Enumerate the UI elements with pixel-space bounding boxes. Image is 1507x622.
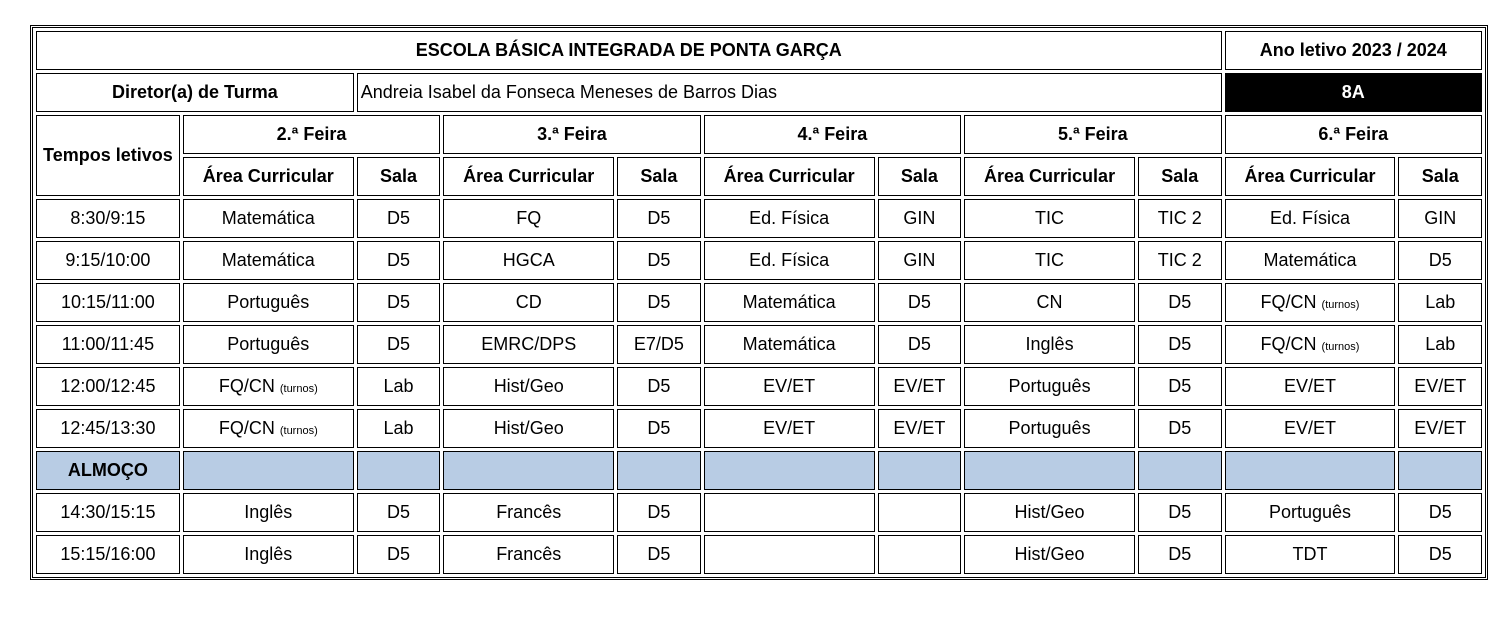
subject-cell: [704, 409, 875, 448]
subject-name: Hist/Geo: [1014, 544, 1085, 564]
room-cell: D5: [617, 241, 700, 280]
subject-cell: [443, 493, 614, 532]
lunch-cell: [1138, 451, 1221, 490]
subject-cell: [183, 199, 354, 238]
room-cell: D5: [617, 367, 700, 406]
room-cell: TIC 2: [1138, 241, 1221, 280]
room-cell: [878, 493, 961, 532]
room-header: Sala: [1138, 157, 1221, 196]
area-header: Área Curricular: [443, 157, 614, 196]
room-cell: EV/ET: [878, 367, 961, 406]
day-header: 2.ª Feira: [183, 115, 440, 154]
room-cell: D5: [1138, 367, 1221, 406]
lunch-cell: [1225, 451, 1396, 490]
director-name: Andreia Isabel da Fonseca Meneses de Barros Dias: [357, 73, 1222, 112]
room-cell: D5: [617, 535, 700, 574]
area-header: Área Curricular: [704, 157, 875, 196]
subject-name: EV/ET: [763, 418, 816, 438]
subject-cell: [1225, 283, 1396, 322]
subject-cell: [1225, 367, 1396, 406]
subject-name: TDT: [1292, 544, 1328, 564]
table-row: [36, 199, 1482, 238]
subject-name: EV/ET: [1283, 418, 1336, 438]
day-header: 4.ª Feira: [704, 115, 961, 154]
table-row: [36, 241, 1482, 280]
subject-cell: [183, 367, 354, 406]
subject-cell: [183, 241, 354, 280]
subject-name: TIC: [1035, 208, 1065, 228]
subject-cell: [443, 367, 614, 406]
table-row: [36, 535, 1482, 574]
turnos-note: (turnos): [279, 383, 318, 395]
day-header: 6.ª Feira: [1225, 115, 1483, 154]
time-slot: 12:00/12:45: [36, 367, 180, 406]
subject-name: Matemática: [1263, 250, 1357, 270]
time-slot: 14:30/15:15: [36, 493, 180, 532]
subject-name: EMRC/DPS: [481, 334, 577, 354]
subject-cell: [964, 409, 1135, 448]
subject-name: FQ/CN: [1260, 292, 1317, 312]
subject-name: Matemática: [742, 292, 836, 312]
time-slot: 11:00/11:45: [36, 325, 180, 364]
lunch-cell: [357, 451, 440, 490]
subject-cell: [964, 367, 1135, 406]
subject-name: EV/ET: [1283, 376, 1336, 396]
subject-cell: [704, 535, 875, 574]
timetable: [30, 25, 1488, 580]
subject-cell: [704, 199, 875, 238]
room-cell: D5: [617, 409, 700, 448]
subject-name: Português: [1008, 376, 1091, 396]
room-cell: D5: [617, 199, 700, 238]
subject-name: Inglês: [244, 502, 293, 522]
subject-cell: [1225, 535, 1396, 574]
room-cell: Lab: [357, 409, 440, 448]
subject-cell: [964, 241, 1135, 280]
subject-name: Hist/Geo: [1014, 502, 1085, 522]
school-title: ESCOLA BÁSICA INTEGRADA DE PONTA GARÇA: [36, 31, 1222, 70]
subject-name: Português: [1268, 502, 1351, 522]
subject-cell: [704, 325, 875, 364]
lunch-cell: [183, 451, 354, 490]
room-cell: D5: [1138, 325, 1221, 364]
subject-name: CD: [515, 292, 542, 312]
subject-name: FQ/CN: [1260, 334, 1317, 354]
subject-name: Matemática: [221, 208, 315, 228]
room-cell: D5: [357, 535, 440, 574]
time-slot: 9:15/10:00: [36, 241, 180, 280]
area-header: Área Curricular: [1225, 157, 1396, 196]
subject-name: FQ/CN: [218, 418, 275, 438]
room-cell: TIC 2: [1138, 199, 1221, 238]
lunch-cell: [617, 451, 700, 490]
subject-cell: [183, 325, 354, 364]
subject-name: EV/ET: [763, 376, 816, 396]
subject-cell: [704, 283, 875, 322]
area-header: Área Curricular: [183, 157, 354, 196]
room-header: Sala: [878, 157, 961, 196]
time-slot: 12:45/13:30: [36, 409, 180, 448]
subject-name: TIC: [1035, 250, 1065, 270]
room-cell: [878, 535, 961, 574]
subject-cell: [443, 409, 614, 448]
times-header: Tempos letivos: [36, 115, 180, 196]
room-cell: D5: [357, 325, 440, 364]
subject-name: FQ: [516, 208, 542, 228]
subject-name: FQ/CN: [218, 376, 275, 396]
room-cell: EV/ET: [878, 409, 961, 448]
room-header: Sala: [617, 157, 700, 196]
subject-name: Ed. Física: [1269, 208, 1350, 228]
subject-name: Português: [1008, 418, 1091, 438]
subject-cell: [443, 325, 614, 364]
room-cell: D5: [1398, 535, 1482, 574]
subject-cell: [183, 535, 354, 574]
room-cell: D5: [357, 241, 440, 280]
subject-cell: [443, 283, 614, 322]
room-header: Sala: [357, 157, 440, 196]
subject-cell: [1225, 199, 1396, 238]
class-code: 8A: [1225, 73, 1483, 112]
subject-cell: [964, 325, 1135, 364]
subject-name: Ed. Física: [749, 208, 830, 228]
subject-cell: [443, 535, 614, 574]
subject-name: Francês: [496, 544, 562, 564]
subject-cell: [964, 493, 1135, 532]
day-header: 5.ª Feira: [964, 115, 1221, 154]
lunch-label: ALMOÇO: [36, 451, 180, 490]
subject-cell: [1225, 325, 1396, 364]
subject-cell: [183, 493, 354, 532]
subject-cell: [704, 367, 875, 406]
room-cell: Lab: [1398, 283, 1482, 322]
room-cell: EV/ET: [1398, 409, 1482, 448]
subject-cell: [443, 199, 614, 238]
room-cell: EV/ET: [1398, 367, 1482, 406]
subject-cell: [964, 535, 1135, 574]
timetable-sheet: [30, 25, 1488, 580]
subject-cell: [704, 241, 875, 280]
subject-name: Hist/Geo: [493, 418, 564, 438]
room-cell: D5: [878, 325, 961, 364]
turnos-note: (turnos): [1321, 341, 1360, 353]
day-header: 3.ª Feira: [443, 115, 700, 154]
time-slot: 15:15/16:00: [36, 535, 180, 574]
time-slot: 8:30/9:15: [36, 199, 180, 238]
room-cell: D5: [357, 199, 440, 238]
room-cell: GIN: [878, 241, 961, 280]
table-row: [36, 409, 1482, 448]
room-cell: D5: [1398, 241, 1482, 280]
table-row: [36, 367, 1482, 406]
subject-cell: [964, 283, 1135, 322]
lunch-cell: [878, 451, 961, 490]
subject-cell: [1225, 241, 1396, 280]
subject-name: Inglês: [1025, 334, 1074, 354]
time-slot: 10:15/11:00: [36, 283, 180, 322]
area-header: Área Curricular: [964, 157, 1135, 196]
turnos-note: (turnos): [1321, 299, 1360, 311]
subject-cell: [183, 283, 354, 322]
table-row: [36, 493, 1482, 532]
room-cell: D5: [1138, 409, 1221, 448]
subject-name: Inglês: [244, 544, 293, 564]
subject-cell: [1225, 493, 1396, 532]
room-cell: D5: [617, 493, 700, 532]
room-cell: D5: [1138, 535, 1221, 574]
subject-cell: [1225, 409, 1396, 448]
room-cell: Lab: [1398, 325, 1482, 364]
subject-cell: [183, 409, 354, 448]
room-cell: D5: [1138, 493, 1221, 532]
subject-cell: [964, 199, 1135, 238]
room-header: Sala: [1398, 157, 1482, 196]
room-cell: D5: [357, 283, 440, 322]
subject-name: CN: [1036, 292, 1063, 312]
subject-name: Ed. Física: [749, 250, 830, 270]
room-cell: D5: [1138, 283, 1221, 322]
subject-name: Português: [227, 292, 310, 312]
school-year: Ano letivo 2023 / 2024: [1225, 31, 1483, 70]
lunch-cell: [1398, 451, 1482, 490]
director-label: Diretor(a) de Turma: [36, 73, 354, 112]
room-cell: D5: [357, 493, 440, 532]
subject-name: Matemática: [742, 334, 836, 354]
subject-cell: [704, 493, 875, 532]
turnos-note: (turnos): [279, 425, 318, 437]
room-cell: E7/D5: [617, 325, 700, 364]
subject-cell: [443, 241, 614, 280]
subject-name: Francês: [496, 502, 562, 522]
room-cell: GIN: [1398, 199, 1482, 238]
room-cell: D5: [617, 283, 700, 322]
table-row: [36, 325, 1482, 364]
subject-name: HGCA: [502, 250, 555, 270]
lunch-cell: [964, 451, 1135, 490]
subject-name: Hist/Geo: [493, 376, 564, 396]
subject-name: Português: [227, 334, 310, 354]
table-row: [36, 283, 1482, 322]
room-cell: D5: [1398, 493, 1482, 532]
room-cell: GIN: [878, 199, 961, 238]
room-cell: D5: [878, 283, 961, 322]
lunch-row: [36, 451, 1482, 490]
subject-name: Matemática: [221, 250, 315, 270]
lunch-cell: [704, 451, 875, 490]
room-cell: Lab: [357, 367, 440, 406]
lunch-cell: [443, 451, 614, 490]
